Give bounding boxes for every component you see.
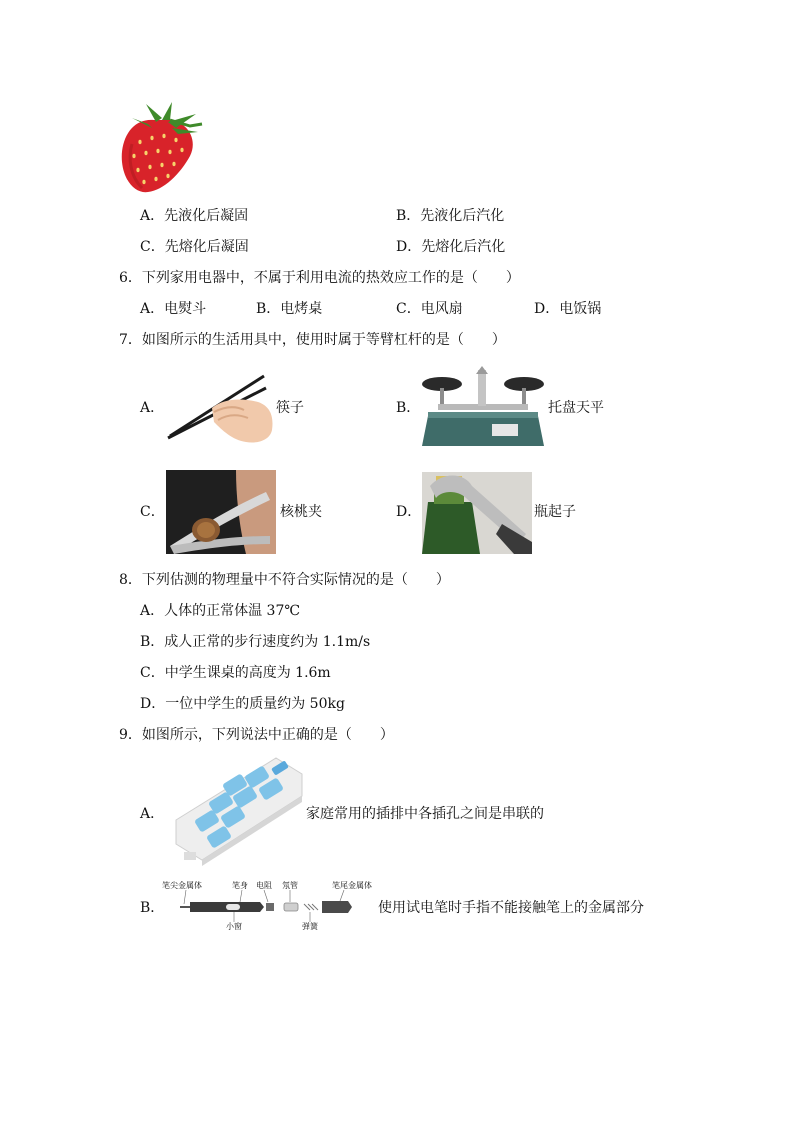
test-pen-diagram — [160, 880, 378, 934]
q5-option-c: C．先熔化后凝固 — [140, 239, 249, 255]
q6-option-a: A．电熨斗 — [140, 301, 207, 317]
q7-option-d-letter: D． — [396, 504, 422, 520]
q6-option-c: C．电风扇 — [396, 301, 463, 317]
pen-label-resistor: 电阻 — [256, 881, 272, 890]
pen-label-spring: 弹簧 — [302, 922, 318, 931]
q5-option-d: D．先熔化后汽化 — [396, 239, 506, 255]
pen-label-tail-metal: 笔尾金属体 — [332, 881, 372, 890]
pen-label-tip-metal: 笔尖金属体 — [162, 881, 202, 890]
q8-option-c: C．中学生课桌的高度为 1.6m — [140, 665, 331, 681]
q8-option-a: A．人体的正常体温 37℃ — [140, 603, 301, 619]
q7-option-d-caption: 瓶起子 — [534, 504, 576, 520]
q8-stem: 8．下列估测的物理量中不符合实际情况的是（ ） — [119, 572, 450, 588]
q7-option-c-caption: 核桃夹 — [280, 504, 322, 520]
q5-option-a: A．先液化后凝固 — [140, 208, 249, 224]
tray-balance-image — [420, 366, 546, 450]
q9-option-a-text: 家庭常用的插排中各插孔之间是串联的 — [306, 806, 544, 822]
power-strip-image — [172, 756, 306, 868]
q6-option-d: D．电饭锅 — [534, 301, 602, 317]
pen-label-neon: 氖管 — [282, 881, 298, 890]
q9-option-b-text: 使用试电笔时手指不能接触笔上的金属部分 — [378, 900, 644, 916]
q8-option-b: B．成人正常的步行速度约为 1.1m/s — [140, 634, 371, 650]
pen-label-body: 笔身 — [232, 881, 248, 890]
strawberry-image — [118, 98, 208, 196]
pen-label-window: 小窗 — [226, 922, 242, 931]
q7-option-a-letter: A． — [140, 400, 165, 416]
q7-option-c-letter: C． — [140, 504, 165, 520]
q6-option-b: B．电烤桌 — [256, 301, 323, 317]
q9-option-a-letter: A． — [140, 806, 165, 822]
nutcracker-image — [166, 470, 276, 554]
bottle-opener-image — [422, 472, 532, 554]
q8-option-d: D．一位中学生的质量约为 50kg — [140, 696, 345, 712]
chopsticks-image — [166, 368, 274, 444]
q7-stem: 7．如图所示的生活用具中，使用时属于等臂杠杆的是（ ） — [119, 332, 506, 348]
q7-option-a-caption: 筷子 — [276, 400, 304, 416]
q7-option-b-caption: 托盘天平 — [548, 400, 604, 416]
q5-option-b: B．先液化后汽化 — [396, 208, 505, 224]
q9-option-b-letter: B． — [140, 900, 165, 916]
q9-stem: 9．如图所示，下列说法中正确的是（ ） — [119, 727, 394, 743]
q6-stem: 6．下列家用电器中，不属于利用电流的热效应工作的是（ ） — [119, 270, 520, 286]
q7-option-b-letter: B． — [396, 400, 421, 416]
